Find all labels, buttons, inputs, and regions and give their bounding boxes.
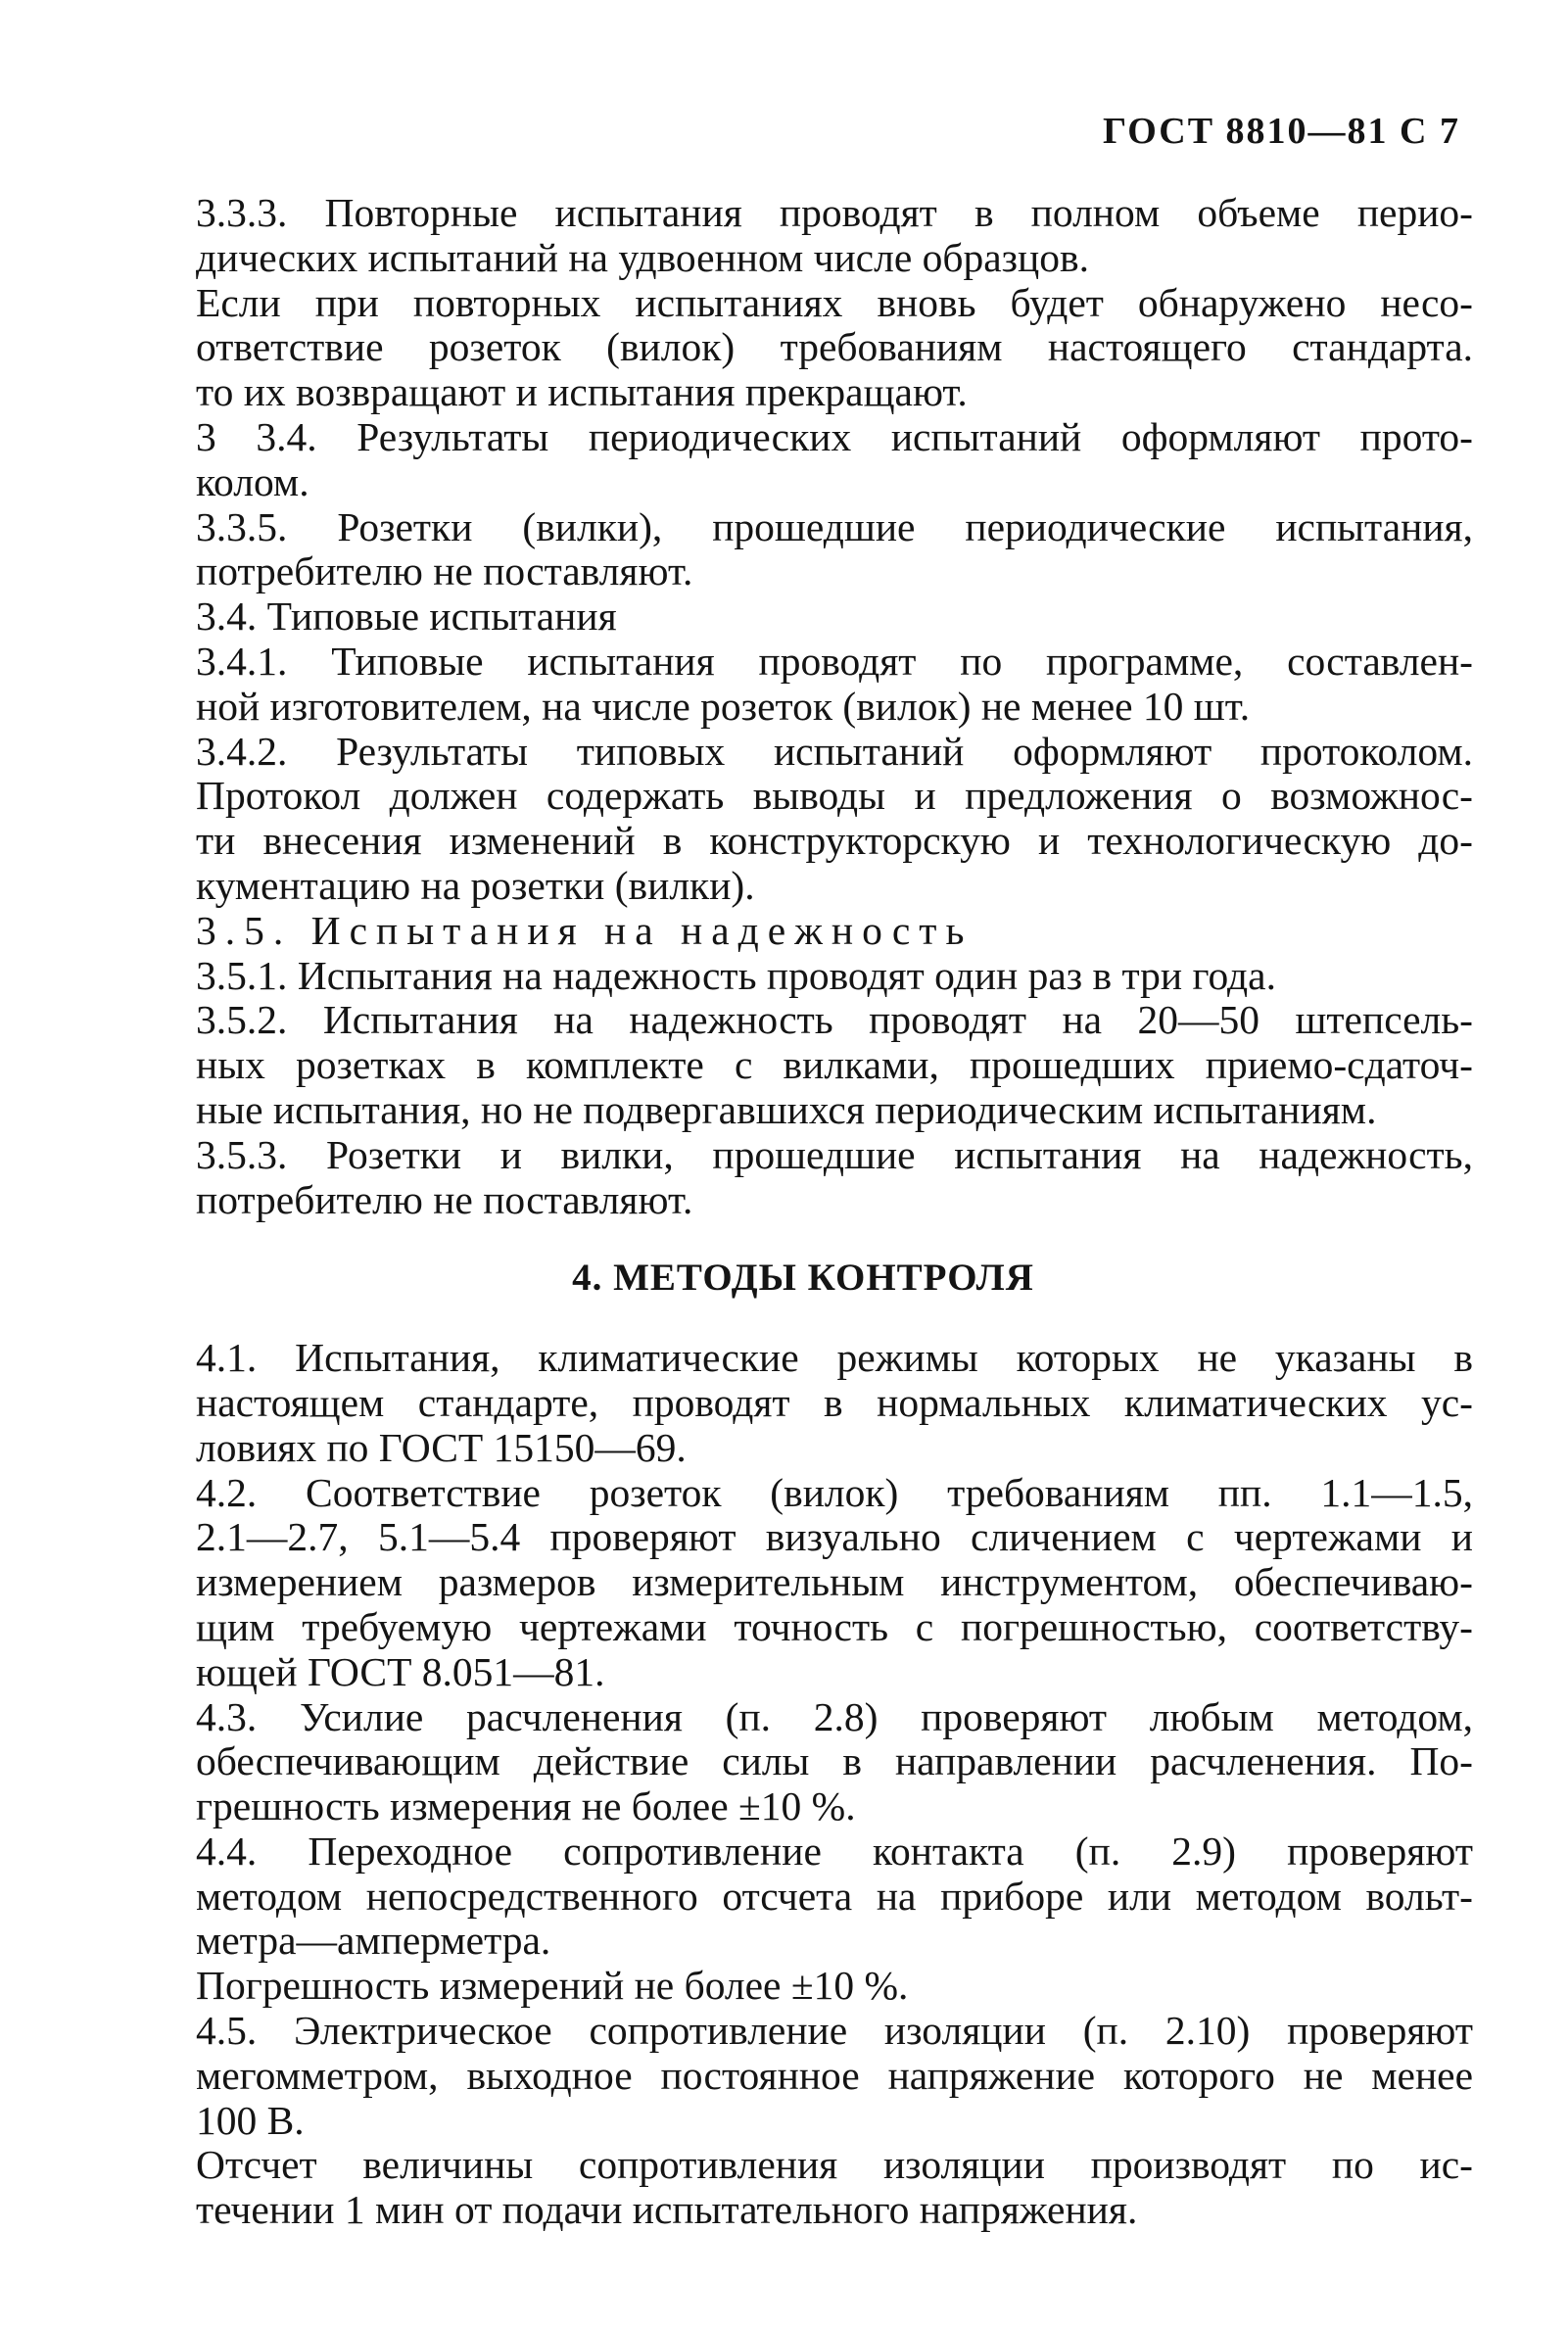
section-3-text (133, 191, 1473, 1222)
section-4-text (133, 1336, 1473, 2233)
text-line: 3.5.3. Розетки и вилки, прошедшие испытания на надежность, (196, 1131, 1473, 1177)
paragraph (133, 415, 1473, 505)
text-line: Отсчет величины сопротивления изоляции производят по ис- (196, 2142, 1473, 2188)
paragraph (133, 909, 1473, 954)
section-4-title: 4. МЕТОДЫ КОНТРОЛЯ (572, 1257, 1034, 1300)
paragraph (133, 1471, 1473, 1695)
text-line: Если при повторных испытаниях вновь будет обнаружено несо- (196, 279, 1473, 325)
text-line: измерением размеров измерительным инструментом, обеспечиваю- (196, 1559, 1473, 1605)
paragraph (133, 1829, 1473, 1964)
text-line: обеспечивающим действие силы в направлении расчленения. По- (196, 1738, 1473, 1784)
text-line: Погрешность измерений не более ±10 %. (196, 1963, 909, 2009)
document-body (133, 191, 1473, 2233)
paragraph (133, 730, 1473, 909)
text-line: 3.5. Испытания на надежность (196, 907, 974, 953)
text-line: ющей ГОСТ 8.051—81. (196, 1648, 605, 1694)
page-header: ГОСТ 8810—81 С 7 (1103, 111, 1460, 152)
text-line: ные испытания, но не подвергавшихся периодическим испытаниям. (196, 1086, 1377, 1132)
paragraph (133, 998, 1473, 1132)
text-line: методом непосредственного отсчета на приборе или методом вольт- (196, 1873, 1473, 1919)
text-line: то их возвращают и испытания прекращают. (196, 369, 968, 415)
text-line: 4.1. Испытания, климатические режимы которых не указаны в (196, 1335, 1473, 1381)
text-line: ти внесения изменений в конструкторскую и технологическую до- (196, 818, 1473, 864)
text-line: 2.1—2.7, 5.1—5.4 проверяют визуально сличением с чертежами и (196, 1514, 1473, 1560)
text-line: кументацию на розетки (вилки). (196, 862, 755, 908)
text-line: 4.4. Переходное сопротивление контакта (п. 2.9) проверяют (196, 1828, 1473, 1874)
paragraph (133, 191, 1473, 281)
paragraph (133, 594, 1473, 640)
paragraph (133, 505, 1473, 595)
paragraph (133, 281, 1473, 415)
paragraph (133, 954, 1473, 999)
paragraph (133, 1964, 1473, 2009)
paragraph (133, 640, 1473, 730)
text-line: ловиях по ГОСТ 15150—69. (196, 1424, 687, 1470)
text-line: дических испытаний на удвоенном числе образцов. (196, 234, 1089, 280)
text-line: грешность измерения не более ±10 %. (196, 1783, 856, 1829)
text-line: ных розетках в комплекте с вилками, прошедших приемо-сдаточ- (196, 1042, 1473, 1088)
text-line: 4.3. Усилие расчленения (п. 2.8) проверяют любым методом, (196, 1693, 1473, 1739)
text-line: 3.5.1. Испытания на надежность проводят один раз в три года. (196, 952, 1276, 998)
text-line: 3.3.5. Розетки (вилки), прошедшие периодические испытания, (196, 503, 1473, 549)
text-line: метра—амперметра. (196, 1918, 551, 1964)
paragraph (133, 1695, 1473, 1829)
paragraph (133, 2143, 1473, 2233)
text-line: 3.3.3. Повторные испытания проводят в полном объеме перио- (196, 190, 1473, 235)
text-line: 3 3.4. Результаты периодических испытаний оформляют прото- (196, 413, 1473, 459)
text-line: потребителю не поставляют. (196, 548, 693, 594)
text-line: щим требуемую чертежами точность с погрешностью, соответству- (196, 1603, 1473, 1649)
text-line: настоящем стандарте, проводят в нормальных климатических ус- (196, 1379, 1473, 1425)
text-line: ной изготовителем, на числе розеток (вилок) не менее 10 шт. (196, 683, 1251, 729)
paragraph (133, 2009, 1473, 2143)
text-line: течении 1 мин от подачи испытательного напряжения. (196, 2187, 1138, 2233)
text-line: 3.5.2. Испытания на надежность проводят на 20—50 штепсель- (196, 997, 1473, 1043)
text-line: 3.4.1. Типовые испытания проводят по программе, составлен- (196, 638, 1473, 684)
text-line: 4.5. Электрическое сопротивление изоляции (п. 2.10) проверяют (196, 2008, 1473, 2054)
text-line: мегомметром, выходное постоянное напряжение которого не менее (196, 2052, 1473, 2098)
text-line: 100 В. (196, 2097, 305, 2143)
text-line: 3.4.2. Результаты типовых испытаний оформляют протоколом. (196, 728, 1473, 774)
text-line: колом. (196, 458, 309, 504)
paragraph (133, 1133, 1473, 1223)
text-line: 4.2. Соответствие розеток (вилок) требованиям пп. 1.1—1.5, (196, 1469, 1473, 1515)
paragraph (133, 1336, 1473, 1470)
text-line: 3.4. Типовые испытания (196, 594, 617, 640)
text-line: Протокол должен содержать выводы и предложения о возможнос- (196, 773, 1473, 819)
text-line: ответствие розеток (вилок) требованиям настоящего стандарта. (196, 324, 1473, 370)
text-line: потребителю не поставляют. (196, 1176, 693, 1222)
